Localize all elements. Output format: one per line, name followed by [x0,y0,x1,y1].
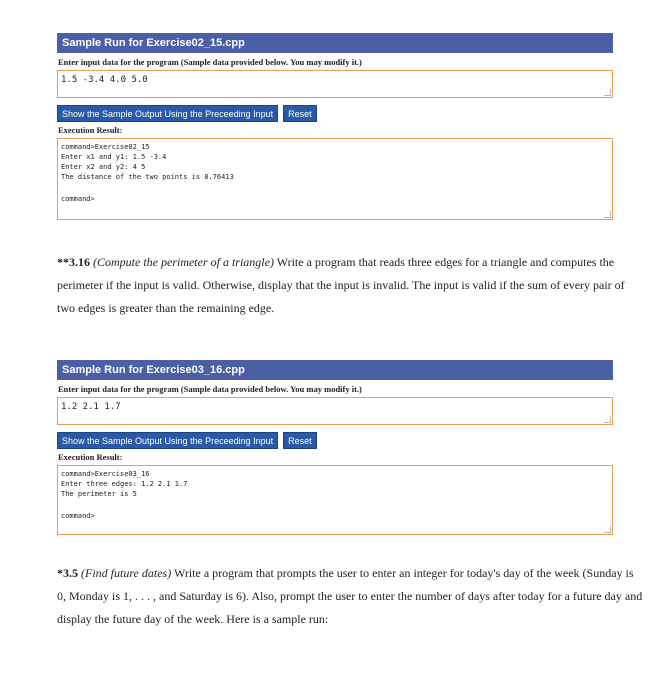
command-prompt: command> [61,195,95,203]
reset-button[interactable]: Reset [283,105,317,122]
resize-handle-icon[interactable] [604,211,611,218]
execution-output[interactable] [57,465,613,535]
output-line: Enter three edges: 1.2 2.1 1.7 [61,480,188,488]
execution-result-label: Execution Result: [58,125,123,135]
output-line: Enter x1 and y1: 1.5 -3.4 [61,153,167,161]
output-line: command>Exercise03_16 [61,470,150,478]
show-sample-output-button[interactable]: Show the Sample Output Using the Preceeding Input [57,432,278,449]
output-line: Enter x2 and y2: 4 5 [61,163,146,171]
resize-handle-icon[interactable] [604,416,611,423]
panel-title: Sample Run for Exercise02_15.cpp [57,33,613,53]
input-data-field[interactable] [57,397,613,425]
output-line: command>Exercise02_15 [61,143,150,151]
input-data-field[interactable] [57,70,613,98]
panel-title: Sample Run for Exercise03_16.cpp [57,360,613,380]
execution-output[interactable] [57,138,613,220]
input-value: 1.5 -3.4 4.0 5.0 [61,75,148,85]
exercise-body: Write a program that reads three edges for a triangle and computes the perimeter if the input is valid. Otherwise, display that the input is invalid. The input is valid if the sum of every pair of two edges is greater than the remaining edge. [57,255,625,315]
exercise-title: (Compute the perimeter of a triangle) [93,255,274,269]
sample-run-panel-2 [57,360,613,535]
execution-result-label: Execution Result: [58,452,123,462]
input-value: 1.2 2.1 1.7 [61,402,121,412]
exercise-number: *3.5 [57,566,78,580]
input-label: Enter input data for the program (Sample data provided below. You may modify it.) [58,384,362,394]
exercise-number: **3.16 [57,255,90,269]
exercise-3-5-text [57,562,643,631]
command-prompt: command> [61,512,95,520]
exercise-title: (Find future dates) [81,566,172,580]
exercise-body: Write a program that prompts the user to enter an integer for today's day of the week (Sunday is 0, Monday is 1, . . . , and Saturday is 6). Also, prompt the user to enter the number of days after today for a future day and display the future day of the week. Here is a sample run: [57,566,643,626]
resize-handle-icon[interactable] [604,89,611,96]
exercise-3-16-text [57,251,643,320]
sample-run-panel-1 [57,33,613,220]
output-line: The distance of the two points is 8.76413 [61,173,234,181]
output-line: The perimeter is 5 [61,490,137,498]
resize-handle-icon[interactable] [604,526,611,533]
reset-button[interactable]: Reset [283,432,317,449]
show-sample-output-button[interactable]: Show the Sample Output Using the Preceeding Input [57,105,278,122]
input-label: Enter input data for the program (Sample data provided below. You may modify it.) [58,57,362,67]
